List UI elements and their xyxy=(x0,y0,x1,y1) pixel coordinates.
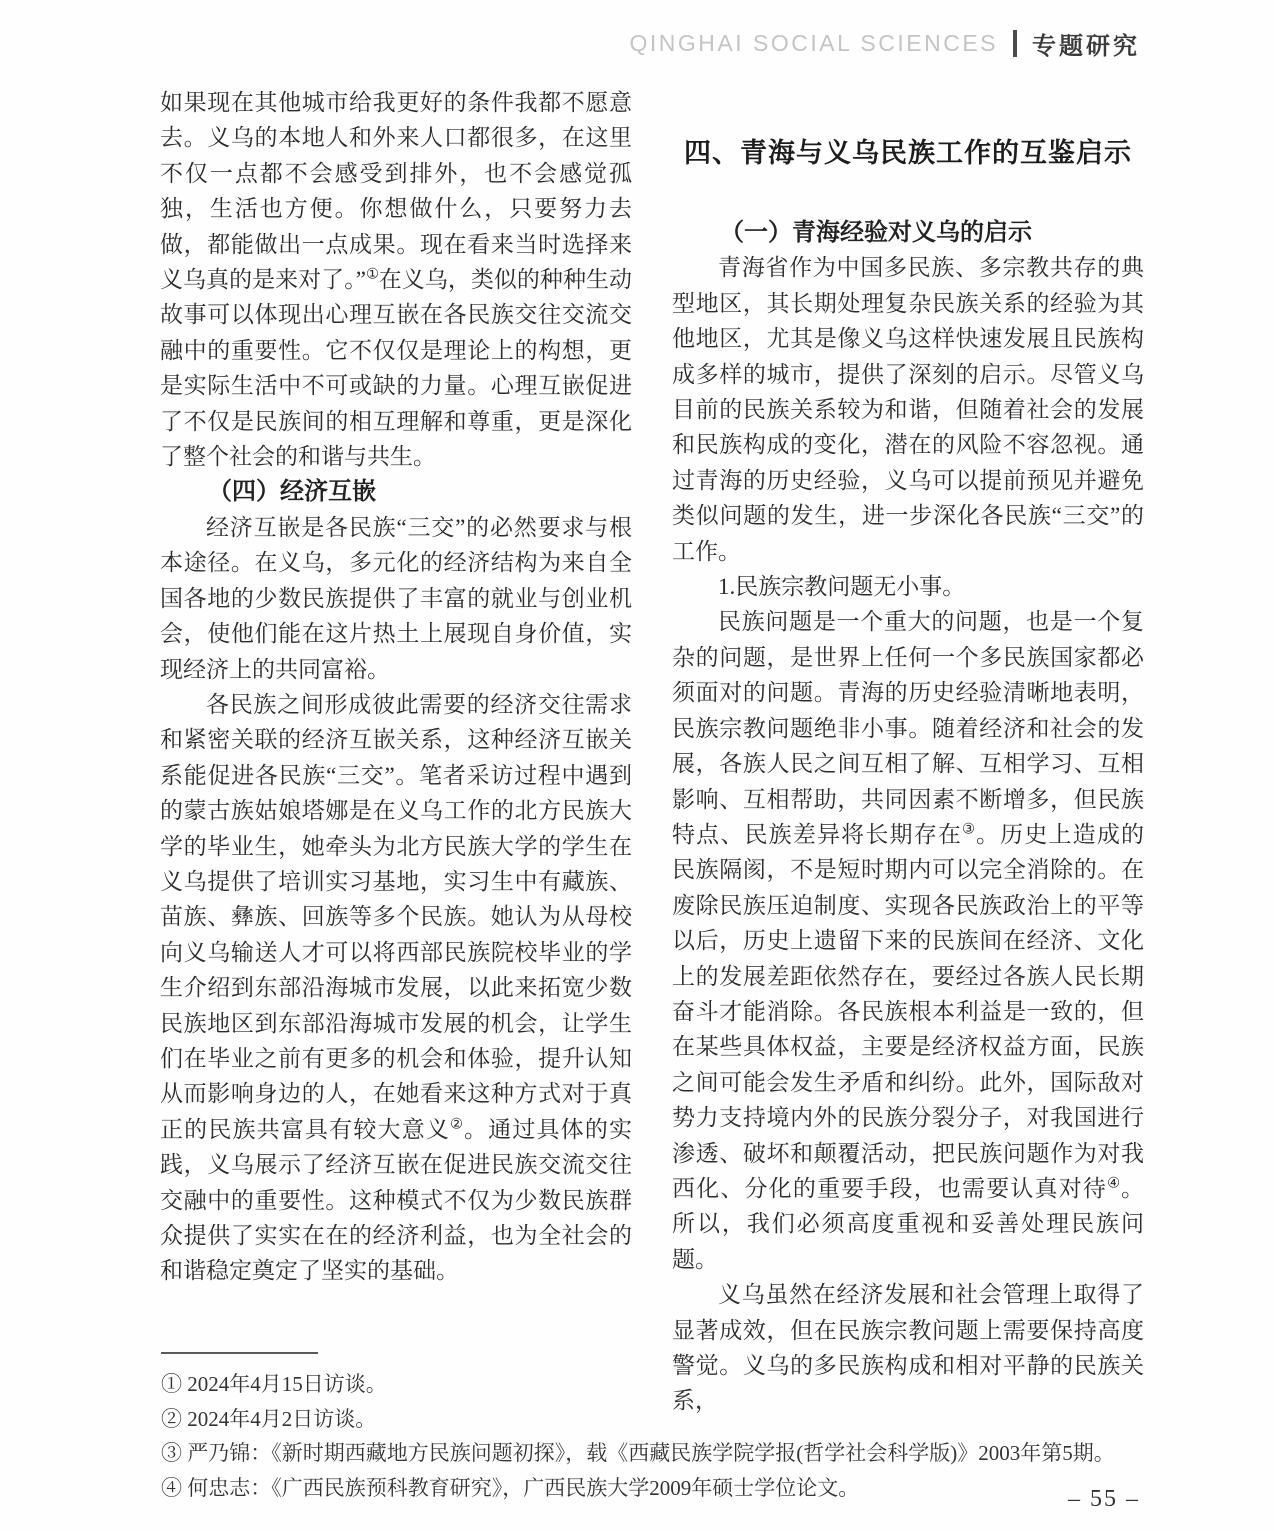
paragraph: 义乌虽然在经济发展和社会管理上取得了显著成效，但在民族宗教问题上需要保持高度警觉。义乌的多民族构成和相对平静的民族关系， xyxy=(672,1282,1144,1414)
footnote-separator xyxy=(161,1352,318,1354)
paragraph: 民族问题是一个重大的问题，也是一个复杂的问题，是世界上任何一个多民族国家都必须面对的问题。青海的历史经验清晰地表明，民族宗教问题绝非小事。随着经济和社会的发展，各族人民之间互相了解、互相学习、互相影响、互相帮助，共同因素不断增多，但民族特点、民族差异将长期存在③。历史上造成的民族隔阂，不是短时期内可以完全消除的。在废除民族压迫制度、实现各民族政治上的平等以后，历史上遗留下来的民族间在经济、文化上的发展差距依然存在，要经过各族人民长期奋斗才能消除。各民族根本利益是一致的，但在某些具体权益，主要是经济权益方面，民族之间可能会发生矛盾和纠纷。此外，国际敌对势力支持境内外的民族分裂分子，对我国进行渗透、破坏和颠覆活动，把民族问题作为对我西化、分化的重要手段，也需要认真对待④。所以，我们必须高度重视和妥善处理民族问题。 xyxy=(672,609,1145,1272)
footnote-item: ③ 严乃锦：《新时期西藏地方民族问题初探》，载《西藏民族学院学报(哲学社会科学版)》2003年第5期。 xyxy=(161,1441,1115,1466)
subsection-heading-economic: （四）经济互嵌 xyxy=(208,478,376,506)
journal-name-english: QINGHAI SOCIAL SCIENCES xyxy=(629,30,998,56)
footnote-item: ② 2024年4月2日访谈。 xyxy=(161,1406,377,1431)
article-body xyxy=(160,85,1144,1419)
footnote-list xyxy=(161,1367,1153,1505)
paragraph: 青海省作为中国多民族、多宗教共存的典型地区，其长期处理复杂民族关系的经验为其他地区，尤其是像义乌这样快速发展且民族构成多样的城市，提供了深刻的启示。尽管义乌目前的民族关系较为和谐，但随着社会的发展和民族构成的变化，潜在的风险不容忽视。通过青海的历史经验，义乌可以提前预见并避免类似问题的发生，进一步深化各民族“三交”的工作。 xyxy=(672,255,1144,564)
paragraph: 经济互嵌是各民族“三交”的必然要求与根本途径。在义乌，多元化的经济结构为来自全国各地的少数民族提供了丰富的就业与创业机会，使他们能在这片热土上展现自身价值，实现经济上的共同富裕。 xyxy=(160,514,632,682)
page-number: – 55 – xyxy=(1068,1486,1140,1512)
subsection-heading-qinghai: （一）青海经验对义乌的启示 xyxy=(720,219,1032,246)
header-divider-bar xyxy=(1013,30,1017,57)
paragraph: 各民族之间形成彼此需要的经济交往需求和紧密关联的经济互嵌关系，这种经济互嵌关系能促进各民族“三交”。笔者采访过程中遇到的蒙古族姑娘塔娜是在义乌工作的北方民族大学的毕业生，她牵头为北方民族大学的学生在义乌提供了培训实习基地，实习生中有藏族、苗族、彝族、回族等多个民族。她认为从母校向义乌输送人才可以将西部民族院校毕业的学生介绍到东部沿海城市发展，以此来拓宽少数民族地区到东部沿海城市发展的机会，让学生们在毕业之前有更多的机会和体验，提升认知从而影响身边的人，在她看来这种方式对于真正的民族共富具有较大意义②。通过具体的实践，义乌展示了经济互嵌在促进民族交流交往交融中的重要性。这种模式不仅为少数民族群众提供了实实在在的经济利益，也为全社会的和谐稳定奠定了坚实的基础。 xyxy=(160,691,633,1284)
page-header xyxy=(630,26,1141,61)
section-tag: 专题研究 xyxy=(1032,33,1140,60)
left-column xyxy=(160,85,632,1419)
continued-paragraph: 如果现在其他城市给我更好的条件我都不愿意去。义乌的本地人和外来人口都很多，在这里不仅一点都不会感受到排外，也不会感觉孤独，生活也方便。你想做什么，只要努力去做，都能做出一点成果。现在看来当时选择来义乌真的是来对了。”①在义乌，类似的种种生动故事可以体现出心理互嵌在各民族交往交流交融中的重要性。它不仅仅是理论上的构想，更是实际生活中不可或缺的力量。心理互嵌促进了不仅是民族间的相互理解和尊重，更是深化了整个社会的和谐与共生。 xyxy=(160,90,633,470)
section-heading: 四、青海与义乌民族工作的互鉴启示 xyxy=(684,138,1132,168)
footnote-item: ① 2024年4月15日访谈。 xyxy=(161,1372,387,1396)
numbered-point: 1.民族宗教问题无小事。 xyxy=(718,574,966,600)
right-column xyxy=(672,85,1144,1419)
footnote-item: ④ 何忠志：《广西民族预科教育研究》，广西民族大学2009年硕士学位论文。 xyxy=(161,1475,860,1500)
